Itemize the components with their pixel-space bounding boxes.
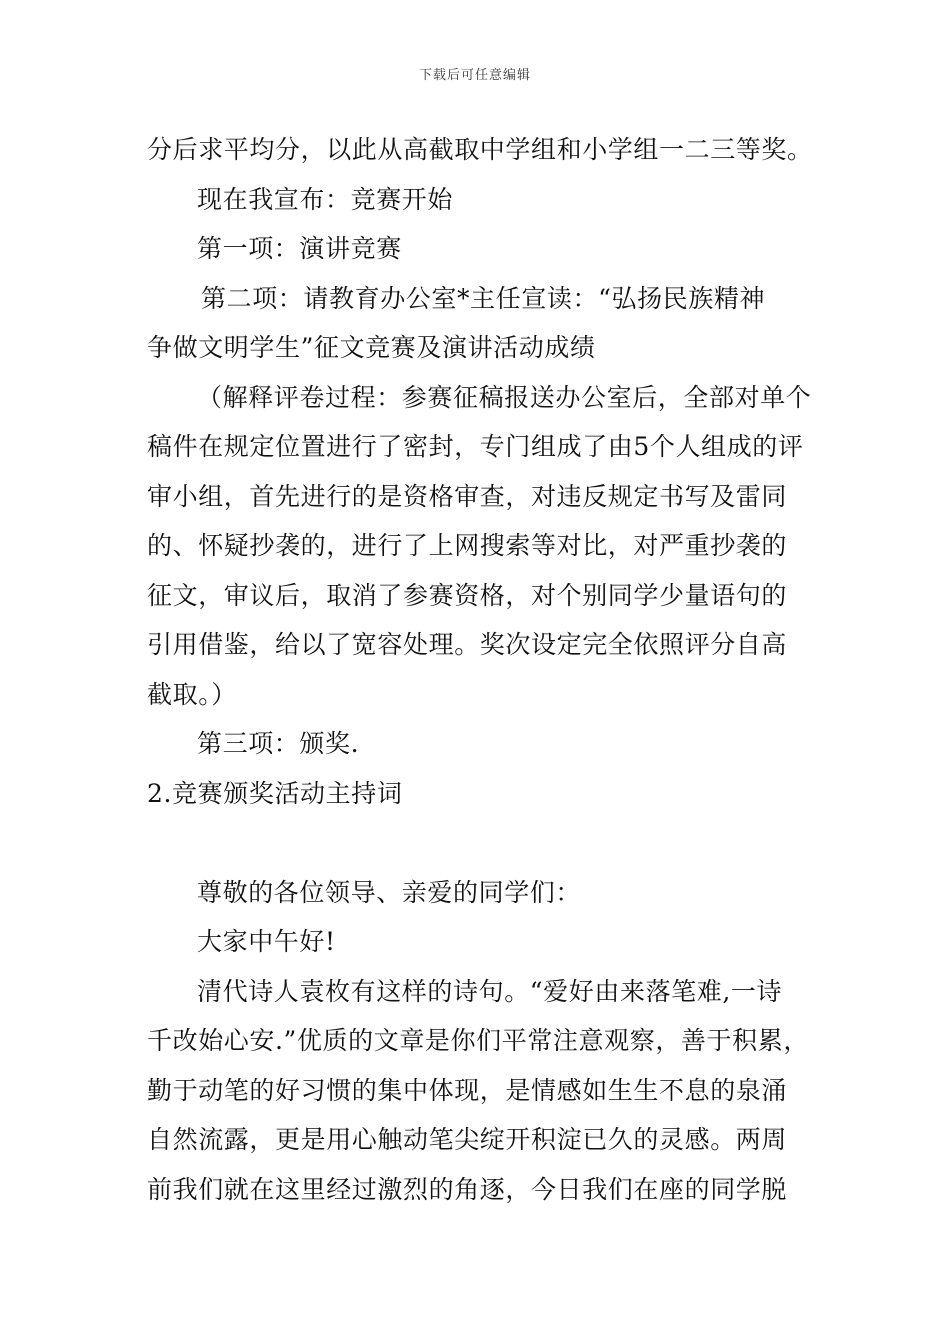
paragraph-line: 的、怀疑抄袭的，进行了上网搜索等对比，对严重抄袭的 [147, 531, 788, 560]
paragraph-line: 大家中午好! [197, 927, 336, 956]
paragraph-line: 勤于动笔的好习惯的集中体现，是情感如生生不息的泉涌 [147, 1075, 788, 1105]
paragraph-line: 争做文明学生”征文竞赛及演讲活动成绩 [147, 333, 596, 362]
paragraph-line: 引用借鉴，给以了宽容处理。奖次设定完全依照评分自高 [147, 630, 788, 659]
paragraph-line: 第三项：颁奖. [197, 729, 360, 758]
paragraph-line: 截取。） [147, 679, 237, 709]
paragraph-line: 第二项：请教育办公室*主任宣读：“弘扬民族精神 [201, 283, 766, 313]
paragraph-line: 稿件在规定位置进行了密封，专门组成了由5个人组成的评 [147, 432, 804, 461]
paragraph-line: 前我们就在这里经过激烈的角逐，今日我们在座的同学脱 [147, 1174, 788, 1204]
paragraph-line: 自然流露，更是用心触动笔尖绽开积淀已久的灵感。两周 [147, 1125, 788, 1154]
blank-line [147, 818, 812, 868]
document-body [147, 125, 812, 1214]
paragraph-line: 清代诗人袁枚有这样的诗句。“爱好由来落笔难,一诗 [197, 976, 783, 1006]
section-heading: 2.竞赛颁奖活动主持词 [147, 778, 403, 808]
paragraph-line: 分后求平均分，以此从高截取中学组和小学组一二三等奖。 [147, 135, 813, 164]
paragraph-line: （解释评卷过程：参赛征稿报送办公室后，全部对单个 [197, 382, 812, 412]
paragraph-line: 第一项：演讲竞赛 [197, 234, 402, 263]
paragraph-line: 征文，审议后，取消了参赛资格，对个别同学少量语句的 [147, 580, 788, 610]
paragraph-line: 审小组，首先进行的是资格审查，对违反规定书写及雷同 [147, 481, 788, 511]
paragraph-line: 尊敬的各位领导、亲爱的同学们： [197, 877, 582, 907]
paragraph-line: 千改始心安.”优质的文章是你们平常注意观察，善于积累， [147, 1026, 809, 1055]
page-header: 下载后可任意编辑 [418, 68, 531, 83]
paragraph-line: 现在我宣布：竞赛开始 [197, 184, 454, 214]
